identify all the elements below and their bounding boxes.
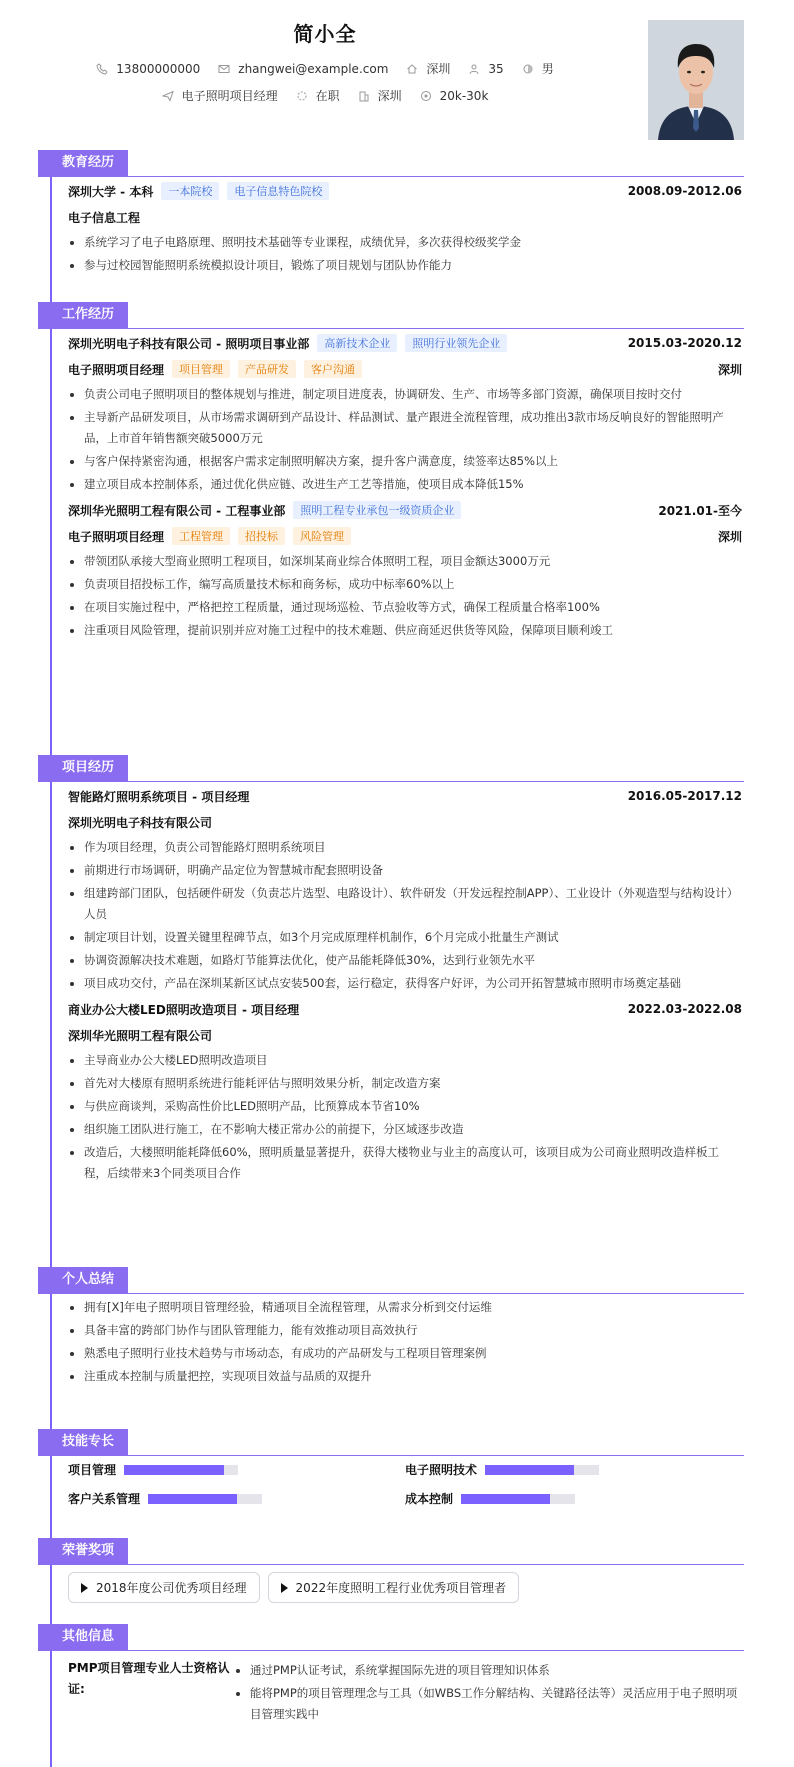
skill-item [68,1490,405,1507]
list-item: 通过PMP认证考试，系统掌握国际先进的项目管理知识体系 [234,1660,742,1681]
candidate-name: 简小全 [293,22,357,46]
skills-title: 技能专长 [38,1429,128,1455]
job-bullets [68,551,742,641]
projects-title: 项目经历 [38,755,128,781]
skill-name: 成本控制 [405,1492,454,1506]
list-item: 建立项目成本控制体系，通过优化供应链、改进生产工艺等措施，使项目成本降低15% [68,474,742,495]
company-tag: 高新技术企业 [317,334,397,352]
role-tag: 客户沟通 [304,360,362,378]
other-row [68,1650,742,1727]
list-item: 与客户保持紧密沟通，根据客户需求定制照明解决方案，提升客户满意度，续签率达85%以上 [68,451,742,472]
job-bullets [68,384,742,495]
education-header [38,150,744,176]
list-item: 具备丰富的跨部门协作与团队管理能力，能有效推动项目高效执行 [68,1320,742,1341]
projects-section [38,755,744,1186]
skill-name: 项目管理 [68,1463,117,1477]
list-item: 注重成本控制与质量把控，实现项目效益与品质的双提升 [68,1366,742,1387]
skill-item [405,1461,742,1478]
list-item: 改造后，大楼照明能耗降低60%，照明质量显著提升，获得大楼物业与业主的高度认可，该项目成为公司商业照明改造样板工程，后续带来3个同类项目合作 [68,1142,742,1184]
award-name: 2022年度照明工程行业优秀项目管理者 [295,1581,507,1595]
award-item [268,1572,520,1603]
education-title: 教育经历 [38,150,128,176]
city-item [358,87,402,104]
work-title: 工作经历 [38,302,128,328]
summary-bullets [68,1297,742,1387]
gender-item [522,60,554,77]
certificate-label: PMP项目管理专业人士资格认证: [68,1661,230,1696]
school-tag: 一本院校 [161,182,219,200]
list-item: 前期进行市场调研，明确产品定位为智慧城市配套照明设备 [68,860,742,881]
role-tag: 产品研发 [238,360,296,378]
email-item [218,62,388,76]
list-item: 制定项目计划，设置关键里程碑节点，如3个月完成原理样机制作，6个月完成小批量生产测试 [68,927,742,948]
location-item [406,60,450,77]
list-item: 熟悉电子照明行业技术趋势与市场动态，有成功的产品研发与工程项目管理案例 [68,1343,742,1364]
project-date: 2022.03-2022.08 [627,1002,742,1016]
award-name: 2018年度公司优秀项目经理 [96,1581,247,1595]
list-item: 组建跨部门团队，包括硬件研发（负责芯片选型、电路设计）、软件研发（开发远程控制APP）、工业设计（外观造型与结构设计）人员 [68,883,742,925]
other-section [38,1624,744,1727]
status-item [296,87,340,104]
status-icon [296,90,308,102]
list-item: 负责公司电子照明项目的整体规划与推进，制定项目进度表，协调研发、生产、市场等多部门资源，确保项目按时交付 [68,384,742,405]
education-row [68,178,742,204]
age-text: 35 [488,61,504,76]
list-item: 与供应商谈判，采购高性价比LED照明产品，比预算成本节省10% [68,1096,742,1117]
list-item: 拥有[X]年电子照明项目管理经验，精通项目全流程管理，从需求分析到交付运维 [68,1297,742,1318]
skill-bar [461,1494,575,1504]
list-item: 首先对大楼原有照明系统进行能耗评估与照明效果分析，制定改造方案 [68,1073,742,1094]
job-role: 电子照明项目经理 [68,529,165,544]
summary-title: 个人总结 [38,1267,128,1293]
city-text: 深圳 [377,89,402,103]
gender-text: 男 [541,62,554,76]
project-company: 深圳光明电子科技有限公司 [68,815,213,830]
project-company-row [68,1022,742,1048]
skills-grid [68,1455,742,1507]
skill-item [68,1461,405,1478]
job-company-row [68,330,742,356]
list-item: 项目成功交付，产品在深圳某新区试点安装500套，运行稳定，获得客户好评，为公司开拓智慧城市照明市场奠定基础 [68,973,742,994]
skill-level-fill [461,1494,550,1504]
project-company-row [68,809,742,835]
home-icon [406,63,418,75]
role-tag: 工程管理 [172,527,230,545]
position-item [162,87,278,104]
email-text: zhangwei@example.com [238,61,389,76]
other-title: 其他信息 [38,1624,128,1650]
award-item [68,1572,260,1603]
phone-item [96,62,200,76]
list-item: 能将PMP的项目管理理念与工具（如WBS工作分解结构、关键路径法等）灵活应用于电子照明项目管理实践中 [234,1683,742,1725]
building-icon [358,90,370,102]
role-tag: 风险管理 [293,527,351,545]
salary-text: 20k-30k [439,88,489,103]
age-item [468,62,503,76]
major-row [68,204,742,230]
project-company: 深圳华光照明工程有限公司 [68,1028,213,1043]
skill-level-fill [148,1494,237,1504]
project-date: 2016.05-2017.12 [627,789,742,803]
job-intent-row [0,87,650,104]
resume-header [0,0,794,160]
mail-icon [218,63,230,75]
contact-row [0,60,650,77]
list-item: 在项目实施过程中，严格把控工程质量，通过现场巡检、节点验收等方式，确保工程质量合格率100% [68,597,742,618]
project-bullets [68,1050,742,1184]
skill-bar [124,1465,238,1475]
honors-section [38,1538,744,1603]
skill-name: 客户关系管理 [68,1492,141,1506]
list-item: 主导商业办公大楼LED照明改造项目 [68,1050,742,1071]
awards-list [68,1564,742,1603]
job-role-row [68,356,742,382]
work-section [38,302,744,643]
skills-section [38,1429,744,1507]
role-tag: 项目管理 [172,360,230,378]
skill-bar [148,1494,262,1504]
job-date: 2021.01-至今 [658,503,742,518]
job-city: 深圳 [717,362,742,377]
list-item: 系统学习了电子电路原理、照明技术基础等专业课程，成绩优异，多次获得校级奖学金 [68,232,742,253]
skill-level-fill [485,1465,574,1475]
company-name: 深圳光明电子科技有限公司 - 照明项目事业部 [68,336,310,351]
skill-name: 电子照明技术 [405,1463,478,1477]
list-item: 协调资源解决技术难题，如路灯节能算法优化，使产品能耗降低30%，达到行业领先水平 [68,950,742,971]
job-role: 电子照明项目经理 [68,362,165,377]
summary-section [38,1267,744,1389]
company-name: 深圳华光照明工程有限公司 - 工程事业部 [68,503,286,518]
honors-title: 荣誉奖项 [38,1538,128,1564]
project-row [68,996,742,1022]
role-tag: 招投标 [238,527,285,545]
education-section [38,150,744,278]
skill-level-fill [124,1465,224,1475]
status-text: 在职 [315,89,340,103]
location-text: 深圳 [426,62,451,76]
list-item: 带领团队承接大型商业照明工程项目，如深圳某商业综合体照明工程，项目金额达3000万元 [68,551,742,572]
profile-photo [648,20,744,140]
list-item: 作为项目经理，负责公司智能路灯照明系统项目 [68,837,742,858]
skill-bar [485,1465,599,1475]
major-name: 电子信息工程 [68,210,141,225]
project-row [68,783,742,809]
school-tag: 电子信息特色院校 [227,182,329,200]
job-role-row [68,523,742,549]
salary-item [420,89,489,103]
company-tag: 照明工程专业承包一级资质企业 [293,501,461,519]
list-item: 主导新产品研发项目，从市场需求调研到产品设计、样品测试、量产跟进全流程管理，成功推出3款市场反响良好的智能照明产品，上市首年销售额突破5000万元 [68,407,742,449]
other-bullets [234,1658,742,1727]
phone-icon [96,63,108,75]
skill-item [405,1490,742,1507]
play-icon [81,1583,88,1593]
job-date: 2015.03-2020.12 [627,336,742,350]
company-tag: 照明行业领先企业 [405,334,507,352]
list-item: 组织施工团队进行施工，在不影响大楼正常办公的前提下，分区域逐步改造 [68,1119,742,1140]
send-icon [162,90,174,102]
project-name: 商业办公大楼LED照明改造项目 - 项目经理 [68,1002,300,1017]
salary-icon [420,90,432,102]
age-icon [468,63,480,75]
phone-text: 13800000000 [116,61,201,76]
list-item: 参与过校园智能照明系统模拟设计项目，锻炼了项目规划与团队协作能力 [68,255,742,276]
project-name: 智能路灯照明系统项目 - 项目经理 [68,789,250,804]
gender-icon [522,63,534,75]
list-item: 负责项目招投标工作，编写高质量技术标和商务标，成功中标率60%以上 [68,574,742,595]
school-name: 深圳大学 - 本科 [68,184,154,199]
position-text: 电子照明项目经理 [181,89,278,103]
job-city: 深圳 [717,529,742,544]
play-icon [281,1583,288,1593]
education-bullets [68,232,742,276]
project-bullets [68,837,742,994]
list-item: 注重项目风险管理，提前识别并应对施工过程中的技术难题、供应商延迟供货等风险，保障项目顺利竣工 [68,620,742,641]
job-company-row [68,497,742,523]
education-date: 2008.09-2012.06 [627,184,742,198]
